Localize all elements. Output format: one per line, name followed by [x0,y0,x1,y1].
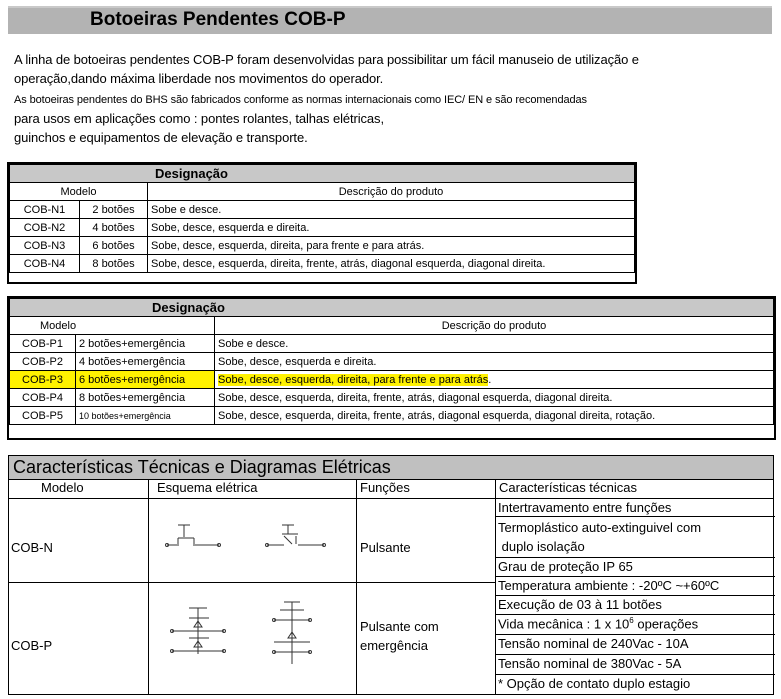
table-p-header: Designação [10,299,774,317]
char-item: Grau de proteção IP 65 [498,559,633,574]
char-item: Execução de 03 à 11 botões [498,597,662,612]
divider [495,516,775,517]
table-n-header: Designação [10,165,635,183]
table-row [10,201,635,219]
vida-text: Vida mecânica : 1 x 10 [498,616,630,632]
model-cell: COB-P3 [10,371,76,389]
model-cell: COB-N2 [10,219,80,237]
pushbutton-symbol-icon [164,522,234,554]
table-row [10,353,774,371]
char-item: Tensão nominal de 380Vac - 5A [498,656,682,671]
intro-line-3: As botoeiras pendentes do BHS são fabricados conforme as normas internacionais como IEC/ EN e são recomendadas [14,94,587,106]
divider [495,674,775,675]
char-item: Temperatura ambiente : -20ºC ~+60ºC [498,578,720,593]
tech-col-func: Funções [360,480,410,495]
buttons-cell: 2 botões [80,201,148,219]
model-cell: COB-P1 [10,335,76,353]
desc-tail: . [488,373,492,386]
tech-func-cob-p-1: Pulsante com [360,619,439,634]
table-row [10,219,635,237]
desc-cell: Sobe e desce. [215,335,774,353]
table-row [10,255,635,273]
char-item: duplo isolação [498,539,585,554]
divider [9,498,773,499]
divider [148,480,149,695]
model-cell: COB-P5 [10,407,76,425]
desc-cell: Sobe, desce, esquerda, direita, frente, atrás, diagonal esquerda, diagonal direita. [215,389,774,407]
divider [495,654,775,655]
divider [495,595,775,596]
intro-line-4: para usos em aplicações como : pontes rolantes, talhas elétricas, [14,111,384,126]
table-row [10,407,774,425]
desc-cell: Sobe, desce, esquerda e direita. [215,353,774,371]
divider [495,557,775,558]
table-row [10,335,774,353]
tech-model-cob-p: COB-P [11,638,53,653]
tech-func-cob-p-2: emergência [360,638,428,653]
divider [495,634,775,635]
table-row [10,389,774,407]
tech-model-cob-n: COB-N [11,540,53,555]
tech-col-model: Modelo [41,480,84,495]
tech-func-cob-n: Pulsante [360,540,411,555]
divider [495,576,775,577]
model-cell: COB-N3 [10,237,80,255]
divider [495,480,496,695]
table-p-col-model: Modelo [10,317,215,335]
buttons-cell: 6 botões+emergência [76,371,215,389]
tech-table [8,455,774,695]
model-cell: COB-N1 [10,201,80,219]
table-n [9,164,635,273]
tech-title-bar [9,456,773,480]
intro-line-1: A linha de botoeiras pendentes COB-P foram desenvolvidas para possibilitar um fácil manuseio de utilização e [14,52,639,67]
char-item: Intertravamento entre funções [498,500,672,515]
divider [9,582,496,583]
desc-cell [215,371,774,389]
buttons-cell: 4 botões+emergência [76,353,215,371]
model-cell: COB-N4 [10,255,80,273]
buttons-cell: 4 botões [80,219,148,237]
desc-cell: Sobe, desce, esquerda, direita, frente, atrás, diagonal esquerda, diagonal direita. [148,255,635,273]
tech-col-char: Características técnicas [499,480,637,495]
desc-cell: Sobe, desce, esquerda, direita, para frente e para atrás. [148,237,635,255]
buttons-cell: 10 botões+emergência [76,407,215,425]
page-title: Botoeiras Pendentes COB-P [90,9,346,30]
buttons-cell: 6 botões [80,237,148,255]
tech-title: Características Técnicas e Diagramas Elétricas [13,457,391,477]
highlighted-desc: Sobe, desce, esquerda, direita, para frente e para atrás [218,373,489,386]
tech-col-schema: Esquema elétrica [157,480,258,495]
table-row [10,237,635,255]
desc-cell: Sobe, desce, esquerda, direita, frente, atrás, diagonal esquerda, diagonal direita, rotação. [215,407,774,425]
model-cell: COB-P4 [10,389,76,407]
char-item: Tensão nominal de 240Vac - 10A [498,636,689,651]
divider [356,480,357,695]
desc-cell: Sobe e desce. [148,201,635,219]
emergency-switch-symbol-icon [169,604,239,664]
buttons-cell: 2 botões+emergência [76,335,215,353]
vida-exponent: 6 [629,616,634,625]
char-item-vida [498,616,698,631]
title-bar [8,6,772,34]
table-n-col-desc: Descrição do produto [148,183,635,201]
table-row-highlighted [10,371,774,389]
table-p-col-desc: Descrição do produto [215,317,774,335]
model-cell: COB-P2 [10,353,76,371]
char-item: * Opção de contato duplo estagio [498,676,691,691]
emergency-switch-symbol-icon [264,598,334,668]
desc-cell: Sobe, desce, esquerda e direita. [148,219,635,237]
intro-line-5: guinchos e equipamentos de elevação e transporte. [14,130,308,145]
intro-line-2: operação,dando máxima liberdade nos movimentos do operador. [14,71,384,86]
pushbutton-symbol-icon [264,522,334,554]
buttons-cell: 8 botões [80,255,148,273]
table-p [9,298,774,425]
table-n-col-model: Modelo [10,183,148,201]
vida-tail: operações [633,616,699,632]
buttons-cell: 8 botões+emergência [76,389,215,407]
divider [495,614,775,615]
char-item: Termoplástico auto-extinguivel com [498,520,702,535]
